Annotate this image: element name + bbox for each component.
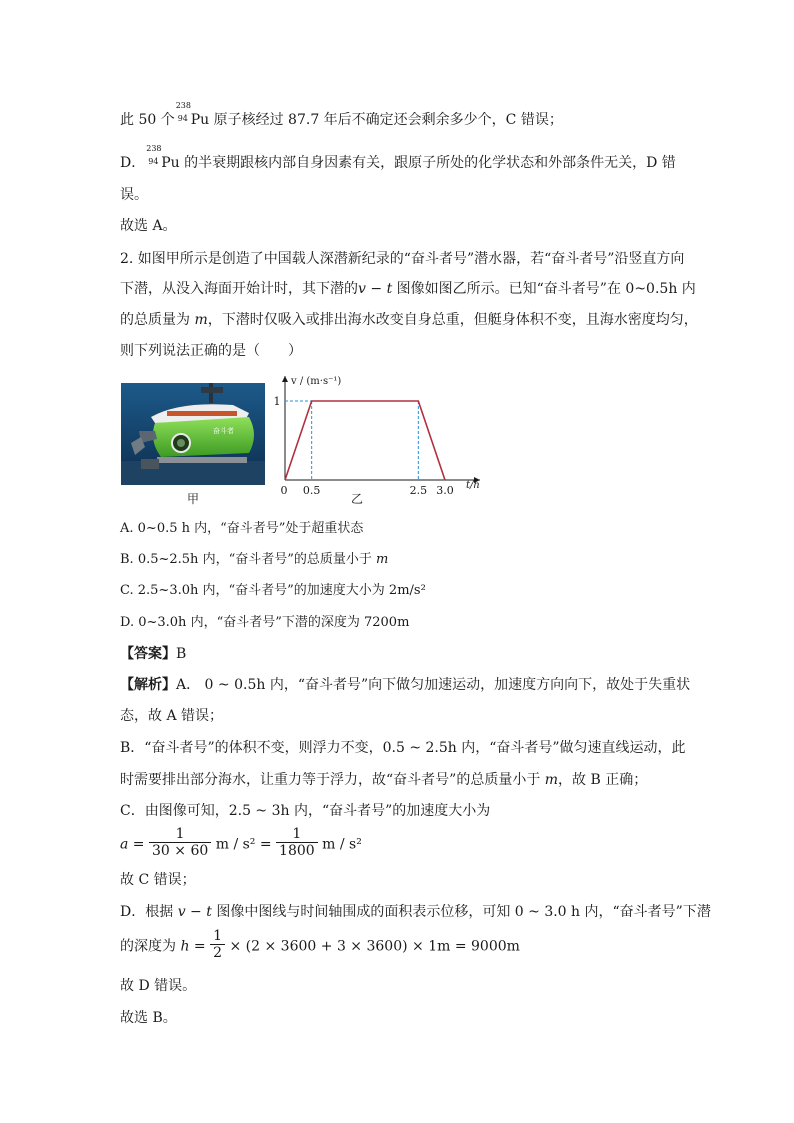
fraction [276,826,318,859]
explanation-line: B．“奋斗者号”的体积不变，则浮力不变，0.5 ~ 2.5h 内，“奋斗者号”做匀速直线运动，此 [120,740,686,756]
explanation-line: 态，故 A 错误； [120,708,224,724]
x-tick-label: 3.0 [436,484,454,496]
x-axis-label: t/h [466,480,480,491]
answer: B [176,646,187,662]
element-symbol: Pu [190,112,210,128]
var-t: t [206,904,212,920]
y-axis-arrow [282,376,288,382]
text: 时需要排出部分海水，让重力等于浮力，故“奋斗者号”的总质量小于 [120,772,545,788]
text: 图像中图线与时间轴围成的面积表示位移，可知 0 ~ 3.0 h 内，“奋斗者号”下潜 [211,904,711,920]
submarine-photo [121,383,265,485]
explanation-line: 故 C 错误； [120,872,196,888]
var-h: h [180,938,190,955]
equation-acceleration [120,828,362,861]
denominator: 2 [213,945,223,962]
text: 的深度为 [120,938,181,955]
text: 的总质量为 [120,312,195,328]
denominator: 30 × 60 [152,843,209,860]
x-tick-label: 0.5 [302,484,321,496]
velocity-time-chart [270,368,490,496]
explanation-line [120,678,690,692]
mass-number: 238 [175,101,191,110]
text: ，故 B 正确； [558,772,648,788]
mass-number: 238 [146,144,162,153]
option-d: D. 0~3.0h 内，“奋斗者号”下潜的深度为 7200m [120,615,410,630]
text: A． 0 ~ 0.5h 内，“奋斗者号”向下做匀加速运动，加速度方向向下，故处于失重状 [176,677,691,693]
submarine-image [121,383,265,485]
option-a: A. 0~0.5 h 内，“奋斗者号”处于超重状态 [120,521,364,536]
text: B. 0.5~2.5h 内，“奋斗者号”的总质量小于 [120,552,376,567]
var-m: m [376,552,389,567]
question-text [120,313,698,327]
fraction [210,928,225,961]
text: 的半衰期跟核内部自身因素有关，跟原子所处的化学状态和外部条件无关，D 错 [179,155,676,171]
question-text [120,282,696,296]
text: 下潜，从没入海面开始计时，其下潜的 [120,281,358,297]
equation-depth [120,930,520,963]
explanation-tag: 【解析】 [120,677,176,693]
text-line: 故选 A。 [120,218,177,234]
text: ，下潜时仅吸入或排出海水改变自身总重，但艇身体积不变，且海水密度均匀， [207,312,698,328]
chart-caption: 乙 [351,492,364,506]
question-text: 2. 如图甲所示是创造了中国载人深潜新纪录的“奋斗者号”潜水器，若“奋斗者号”沿竖直方向 [120,251,685,267]
atomic-number: 94 [148,157,159,166]
text: 此 50 个 [120,112,175,128]
text-line: 误。 [120,187,148,203]
option-b [120,553,388,566]
y-tick-label: 1 [273,395,281,408]
text: D．根据 [120,904,178,920]
var-a: a [120,836,129,853]
answer-line [120,647,186,661]
text: − [365,281,387,297]
var-t: t [386,281,393,297]
text: m / s² = [211,836,277,853]
explanation-line [120,905,711,919]
denominator: 1800 [279,843,315,860]
question-text: 则下列说法正确的是（ ） [120,343,302,359]
x-tick-label: 2.5 [409,484,428,496]
text: = [128,836,149,853]
text-line [120,144,676,171]
explanation-line: 故 D 错误。 [120,978,197,994]
text: m / s² [317,836,362,853]
velocity-series-line [285,401,445,480]
option-c: C. 2.5~3.0h 内，“奋斗者号”的加速度大小为 2m/s² [120,583,426,598]
explanation-line: 故选 B。 [120,1010,177,1026]
text: − [185,904,207,920]
numerator: 1 [210,928,225,945]
var-v: v [177,904,186,920]
sub-label: 奋斗者 [213,427,234,435]
text: × (2 × 3600 + 3 × 3600) × 1m = 9000m [225,938,520,955]
isotope-notation [175,101,191,124]
text: = [189,938,211,955]
fraction [149,826,211,859]
x-tick-label: 0 [280,484,288,496]
atomic-number: 94 [177,114,188,123]
y-axis-label: v / (m·s⁻¹) [291,376,342,387]
var-m: m [544,772,559,788]
explanation-line: C．由图像可知，2.5 ~ 3h 内，“奋斗者号”的加速度大小为 [120,803,491,819]
text: 原子核经过 87.7 年后不确定还会剩余多少个，C 错误； [209,112,563,128]
text: D． [120,155,146,171]
numerator: 1 [276,826,318,843]
text: 图像如图乙所示。已知“奋斗者号”在 0~0.5h 内 [392,281,696,297]
element-symbol: Pu [161,155,180,171]
answer-tag: 【答案】 [120,646,176,662]
var-m: m [194,312,208,328]
text-line [120,101,563,128]
photo-caption: 甲 [187,492,200,506]
isotope-notation [145,144,162,167]
numerator: 1 [149,826,211,843]
explanation-line [120,773,647,787]
var-v: v [358,281,366,297]
